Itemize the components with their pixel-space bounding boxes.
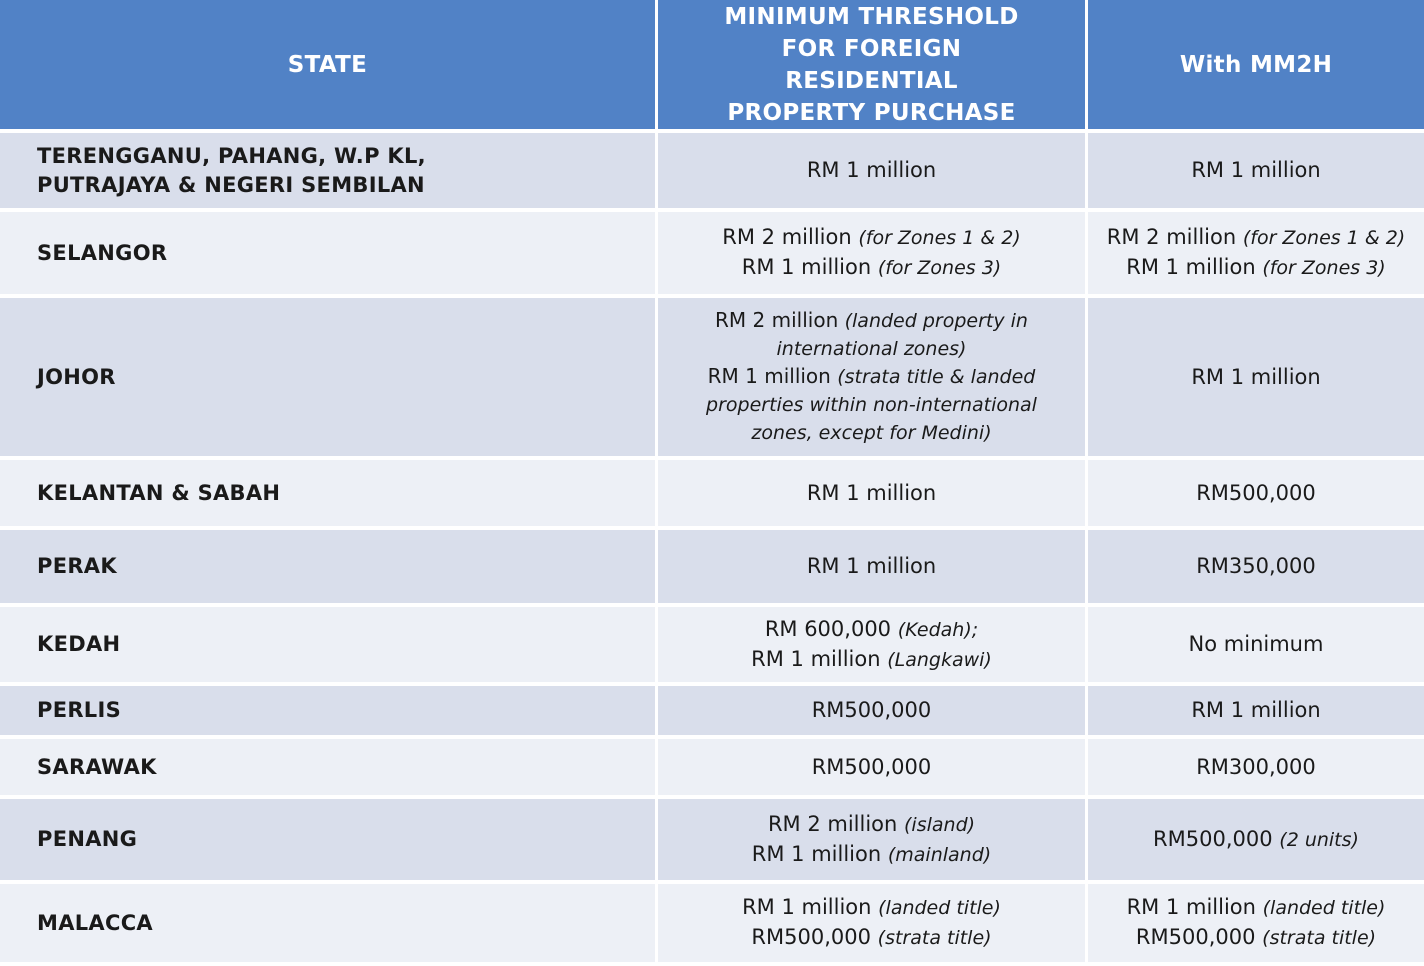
threshold-value: RM 1 million bbox=[741, 255, 878, 279]
threshold-line bbox=[812, 753, 932, 782]
threshold-line bbox=[768, 810, 975, 840]
threshold-value: RM 1 million bbox=[751, 841, 888, 866]
threshold-value: RM 1 million bbox=[806, 480, 937, 505]
threshold-line bbox=[751, 645, 992, 675]
header-threshold-line: FOR FOREIGN bbox=[781, 35, 962, 62]
threshold-line bbox=[812, 696, 932, 725]
mm2h-line bbox=[1127, 893, 1386, 923]
header-state-label: STATE bbox=[287, 51, 368, 78]
threshold-line bbox=[751, 419, 991, 447]
header-threshold-line: PROPERTY PURCHASE bbox=[727, 99, 1016, 126]
mm2h-line bbox=[1191, 363, 1320, 392]
state-name: PUTRAJAYA & NEGERI SEMBILAN bbox=[37, 172, 425, 197]
mm2h-cell bbox=[1088, 460, 1424, 530]
state-cell bbox=[0, 212, 655, 298]
mm2h-cell bbox=[1088, 686, 1424, 739]
threshold-cell bbox=[658, 607, 1085, 686]
mm2h-note: (landed title) bbox=[1262, 897, 1386, 919]
mm2h-cell bbox=[1088, 530, 1424, 607]
threshold-cell bbox=[658, 799, 1085, 884]
state-cell bbox=[0, 884, 655, 966]
mm2h-note: (2 units) bbox=[1279, 828, 1359, 851]
threshold-note: (island) bbox=[904, 813, 976, 836]
threshold-note: zones, except for Medini) bbox=[751, 422, 992, 444]
threshold-value: RM 1 million bbox=[806, 158, 937, 182]
threshold-note: international zones) bbox=[776, 338, 967, 360]
state-name: TERENGGANU, PAHANG, W.P KL, bbox=[37, 143, 426, 168]
mm2h-line bbox=[1126, 253, 1385, 283]
mm2h-cell bbox=[1088, 739, 1424, 799]
threshold-line bbox=[742, 893, 1001, 923]
threshold-line bbox=[742, 253, 1001, 283]
mm2h-line bbox=[1107, 223, 1405, 253]
state-cell bbox=[0, 298, 655, 460]
header-mm2h-label: With MM2H bbox=[1179, 51, 1333, 78]
threshold-value: RM500,000 bbox=[751, 925, 878, 949]
threshold-value: RM 1 million bbox=[751, 646, 888, 671]
threshold-cell bbox=[658, 212, 1085, 298]
threshold-line bbox=[706, 391, 1037, 419]
threshold-line bbox=[765, 615, 978, 645]
state-name: PENANG bbox=[37, 827, 138, 851]
mm2h-value: RM500,000 bbox=[1153, 826, 1280, 851]
threshold-cell bbox=[658, 739, 1085, 799]
state-name: JOHOR bbox=[37, 364, 116, 389]
state-cell bbox=[0, 739, 655, 799]
state-cell bbox=[0, 607, 655, 686]
threshold-line bbox=[722, 223, 1020, 253]
state-name: PERAK bbox=[37, 554, 117, 578]
header-threshold bbox=[658, 0, 1085, 133]
threshold-note: (for Zones 3) bbox=[877, 257, 1002, 279]
mm2h-value: No minimum bbox=[1188, 632, 1324, 656]
header-threshold-line: MINIMUM THRESHOLD bbox=[724, 3, 1019, 30]
mm2h-line bbox=[1196, 479, 1316, 508]
mm2h-note: (strata title) bbox=[1262, 927, 1377, 949]
mm2h-value: RM 1 million bbox=[1191, 364, 1321, 389]
mm2h-line bbox=[1136, 923, 1376, 953]
threshold-note: (landed property in bbox=[844, 310, 1028, 332]
state-name: SELANGOR bbox=[37, 240, 168, 265]
threshold-cell bbox=[658, 884, 1085, 966]
threshold-value: RM 2 million bbox=[767, 811, 905, 836]
threshold-cell bbox=[658, 460, 1085, 530]
threshold-cell bbox=[658, 298, 1085, 460]
threshold-value: RM500,000 bbox=[811, 698, 932, 722]
threshold-note: (strata title & landed bbox=[837, 366, 1036, 388]
mm2h-value: RM500,000 bbox=[1135, 925, 1263, 949]
state-cell bbox=[0, 799, 655, 884]
threshold-cell bbox=[658, 686, 1085, 739]
state-cell bbox=[0, 686, 655, 739]
mm2h-value: RM350,000 bbox=[1196, 554, 1316, 578]
threshold-note: (Langkawi) bbox=[887, 648, 992, 671]
threshold-line bbox=[715, 307, 1028, 335]
threshold-note: (mainland) bbox=[887, 843, 992, 866]
threshold-cell bbox=[658, 133, 1085, 212]
state-cell bbox=[0, 530, 655, 607]
threshold-line bbox=[807, 552, 936, 581]
threshold-line bbox=[708, 363, 1036, 391]
threshold-value: RM 2 million bbox=[715, 308, 845, 332]
threshold-value: RM 1 million bbox=[707, 364, 838, 388]
mm2h-value: RM 2 million bbox=[1106, 225, 1243, 249]
threshold-line bbox=[807, 156, 936, 185]
mm2h-cell bbox=[1088, 212, 1424, 298]
mm2h-line bbox=[1196, 753, 1316, 782]
mm2h-cell bbox=[1088, 298, 1424, 460]
threshold-line bbox=[777, 335, 967, 363]
state-name: MALACCA bbox=[37, 910, 153, 935]
threshold-value: RM 1 million bbox=[742, 895, 879, 919]
mm2h-cell bbox=[1088, 884, 1424, 966]
mm2h-cell bbox=[1088, 133, 1424, 212]
mm2h-line bbox=[1191, 156, 1320, 185]
mm2h-line bbox=[1153, 825, 1359, 855]
mm2h-cell bbox=[1088, 799, 1424, 884]
threshold-note: (landed title) bbox=[878, 897, 1001, 919]
threshold-value: RM 600,000 bbox=[764, 616, 898, 641]
mm2h-value: RM 1 million bbox=[1126, 895, 1263, 919]
mm2h-note: (for Zones 1 & 2) bbox=[1242, 227, 1406, 249]
mm2h-value: RM 1 million bbox=[1126, 255, 1263, 279]
mm2h-value: RM500,000 bbox=[1196, 480, 1316, 505]
state-cell bbox=[0, 460, 655, 530]
threshold-note: properties within non-international bbox=[706, 394, 1037, 416]
state-name: KELANTAN & SABAH bbox=[37, 480, 281, 505]
mm2h-line bbox=[1189, 630, 1324, 659]
header-state bbox=[0, 0, 655, 133]
mm2h-line bbox=[1196, 552, 1316, 581]
threshold-note: (Kedah); bbox=[897, 618, 979, 641]
mm2h-value: RM 1 million bbox=[1191, 698, 1321, 722]
state-name: KEDAH bbox=[37, 632, 121, 656]
state-name: PERLIS bbox=[37, 698, 122, 722]
state-name: SARAWAK bbox=[37, 754, 157, 779]
threshold-line bbox=[751, 923, 991, 953]
threshold-cell bbox=[658, 530, 1085, 607]
mm2h-note: (for Zones 3) bbox=[1262, 257, 1386, 279]
state-cell bbox=[0, 133, 655, 212]
threshold-value: RM500,000 bbox=[811, 754, 932, 779]
threshold-note: (strata title) bbox=[877, 927, 992, 949]
threshold-value: RM 1 million bbox=[806, 554, 937, 578]
header-threshold-line: RESIDENTIAL bbox=[785, 67, 958, 94]
mm2h-value: RM300,000 bbox=[1196, 754, 1316, 779]
threshold-line bbox=[807, 479, 936, 508]
mm2h-cell bbox=[1088, 607, 1424, 686]
mm2h-value: RM 1 million bbox=[1191, 158, 1321, 182]
threshold-line bbox=[752, 840, 991, 870]
threshold-value: RM 2 million bbox=[722, 225, 859, 249]
header-mm2h bbox=[1088, 0, 1424, 133]
threshold-note: (for Zones 1 & 2) bbox=[858, 227, 1021, 249]
mm2h-line bbox=[1191, 696, 1320, 725]
